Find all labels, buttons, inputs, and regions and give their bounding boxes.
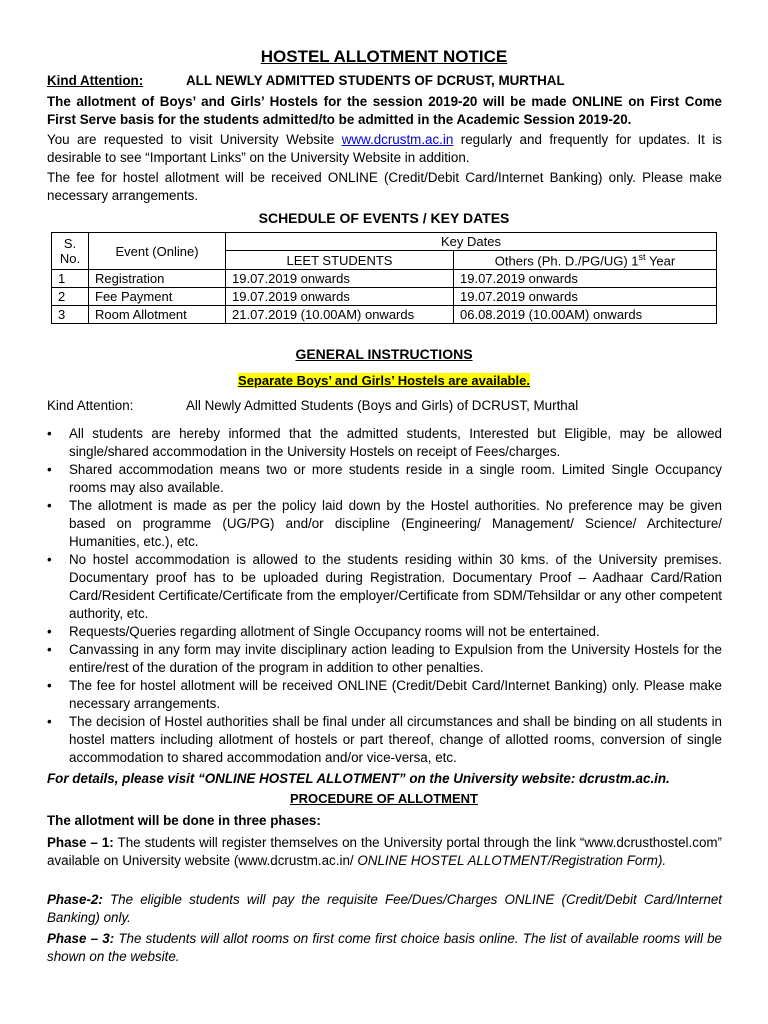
list-item-text: No hostel accommodation is allowed to the students residing within 30 kms. of the University premises. Documentary proof has to be uploaded during Registration. Documentary Proof – Aadhaar Card/Ration Card/Resident Certificate/Certificate from the employer/Certificate from SDM/Tehsildar or any other competent authority, etc.: [69, 552, 722, 621]
list-item-text: Requests/Queries regarding allotment of Single Occupancy rooms will not be entertained.: [69, 624, 600, 639]
intro-p1-start: The allotment of Boys’ and Girls’ Hostels for the session 2019-20 will be made: [47, 94, 572, 109]
list-item: [47, 641, 722, 677]
bullet-icon: •: [47, 498, 52, 513]
general-instructions-heading: GENERAL INSTRUCTIONS: [295, 346, 473, 362]
schedule-table: [51, 232, 717, 324]
cell-event: Room Allotment: [89, 306, 226, 324]
cell-leet: 19.07.2019 onwards: [226, 270, 454, 288]
procedure-intro: The allotment will be done in three phases:: [47, 813, 321, 828]
list-item-text: The decision of Hostel authorities shall be final under all circumstances and shall be binding on all students in hostel matters including allotment of hostels or part thereof, change of allotted rooms, conversion of single accommodation to shared accommodation and/or vice-versa, etc.: [69, 714, 722, 765]
bullet-icon: •: [47, 624, 52, 639]
phase-3-text: The students will allot rooms on first come first choice basis online. The list of available rooms will be shown on the website.: [47, 931, 723, 964]
intro-paragraph-2: [47, 131, 722, 167]
phase-1-label: Phase – 1:: [47, 835, 114, 850]
cell-leet: 21.07.2019 (10.00AM) onwards: [226, 306, 454, 324]
kind-attention-text: ALL NEWLY ADMITTED STUDENTS OF DCRUST, MURTHAL: [186, 73, 565, 88]
col-event: Event (Online): [89, 233, 226, 270]
intro-paragraph-3: The fee for hostel allotment will be received ONLINE (Credit/Debit Card/Internet Banking) only. Please make necessary arrangements.: [47, 170, 722, 203]
phase-2: [47, 891, 722, 927]
col-others: [454, 251, 717, 270]
cell-sno: 1: [52, 270, 89, 288]
table-row: [52, 288, 717, 306]
phase-2-label: Phase-2:: [47, 892, 103, 907]
intro-p2-start: You are requested to visit University Website: [47, 132, 342, 147]
instruction-list: [47, 425, 722, 767]
table-row: [52, 270, 717, 288]
intro-p1-end: on First Come First Serve basis for the students admitted/to be admitted in the Academic Session 2019-20.: [47, 94, 722, 127]
procedure-heading: PROCEDURE OF ALLOTMENT: [289, 791, 478, 806]
table-header-row: [52, 233, 717, 251]
general-attention-label: Kind Attention:: [47, 398, 134, 413]
list-item: [47, 623, 722, 641]
bullet-icon: •: [47, 642, 52, 657]
phase-1-text: The students will register themselves on the University portal through the link “www.dcrusthostel.com” available on University website (www.dcrustm.ac.in/: [47, 835, 723, 868]
phase-3: [47, 930, 722, 966]
bullet-icon: •: [47, 714, 52, 729]
col-key-dates: Key Dates: [226, 233, 717, 251]
general-attention-text: All Newly Admitted Students (Boys and Girls) of DCRUST, Murthal: [186, 398, 579, 413]
cell-event: Fee Payment: [89, 288, 226, 306]
cell-others: 19.07.2019 onwards: [454, 270, 717, 288]
intro-paragraph-1: [47, 93, 722, 129]
page-title: HOSTEL ALLOTMENT NOTICE: [260, 47, 508, 66]
table-row: [52, 306, 717, 324]
list-item: [47, 677, 722, 713]
list-item: [47, 497, 722, 551]
kind-attention-line: [47, 72, 722, 90]
list-item-text: All students are hereby informed that the admitted students, Interested but Eligible, may be allowed single/shared accommodation in the University Hostels on receipt of Fees/charges.: [69, 426, 722, 459]
bullet-icon: •: [47, 678, 52, 693]
bullet-icon: •: [47, 552, 52, 567]
intro-p1-online: ONLINE: [572, 94, 623, 109]
list-item-text: The fee for hostel allotment will be received ONLINE (Credit/Debit Card/Internet Banking) only. Please make necessary arrangements.: [69, 678, 722, 711]
cell-event: Registration: [89, 270, 226, 288]
cell-sno: 3: [52, 306, 89, 324]
list-item-text: Shared accommodation means two or more students reside in a single room. Limited Single Occupancy rooms may also available.: [69, 462, 722, 495]
col-sno: S. No.: [52, 233, 89, 270]
cell-sno: 2: [52, 288, 89, 306]
phase-3-label: Phase – 3:: [47, 931, 115, 946]
schedule-heading: SCHEDULE OF EVENTS / KEY DATES: [258, 210, 510, 226]
details-note: For details, please visit “ONLINE HOSTEL ALLOTMENT” on the University website: dcrustm.ac.in.: [47, 771, 670, 786]
cell-leet: 19.07.2019 onwards: [226, 288, 454, 306]
col-leet: LEET STUDENTS: [226, 251, 454, 270]
col-others-end: Year: [645, 253, 676, 269]
list-item: [47, 425, 722, 461]
list-item: [47, 713, 722, 767]
list-item: [47, 551, 722, 623]
cell-others: 06.08.2019 (10.00AM) onwards: [454, 306, 717, 324]
highlight-text: Separate Boys’ and Girls’ Hostels are available.: [238, 373, 530, 388]
university-website-link[interactable]: www.dcrustm.ac.in: [341, 132, 454, 147]
intro-p2-end: regularly and frequently for updates. It is desirable to see “Important Links” on the University Website in addition.: [47, 132, 722, 165]
col-others-sup: st: [638, 252, 646, 262]
highlight-note: [0, 373, 768, 388]
phase-1-italic: ONLINE HOSTEL ALLOTMENT/Registration Form).: [357, 853, 667, 868]
phase-2-text: The eligible students will pay the requisite Fee/Dues/Charges ONLINE (Credit/Debit Card/Internet Banking) only.: [47, 892, 722, 925]
general-attention-line: [47, 398, 578, 413]
cell-others: 19.07.2019 onwards: [454, 288, 717, 306]
phase-1: [47, 834, 722, 870]
list-item-text: Canvassing in any form may invite disciplinary action leading to Expulsion from the University Hostels for the entire/rest of the duration of the program in addition to other penalties.: [69, 642, 722, 675]
list-item-text: The allotment is made as per the policy laid down by the Hostel authorities. No preference may be given based on programme (UG/PG) and/or discipline (Engineering/ Management/ Science/ Architecture/ Humanities, etc.), etc.: [69, 498, 722, 549]
kind-attention-label: Kind Attention:: [47, 73, 144, 88]
col-others-text: Others (Ph. D./PG/UG) 1: [494, 253, 639, 269]
bullet-icon: •: [47, 462, 52, 477]
list-item: [47, 461, 722, 497]
bullet-icon: •: [47, 426, 52, 441]
